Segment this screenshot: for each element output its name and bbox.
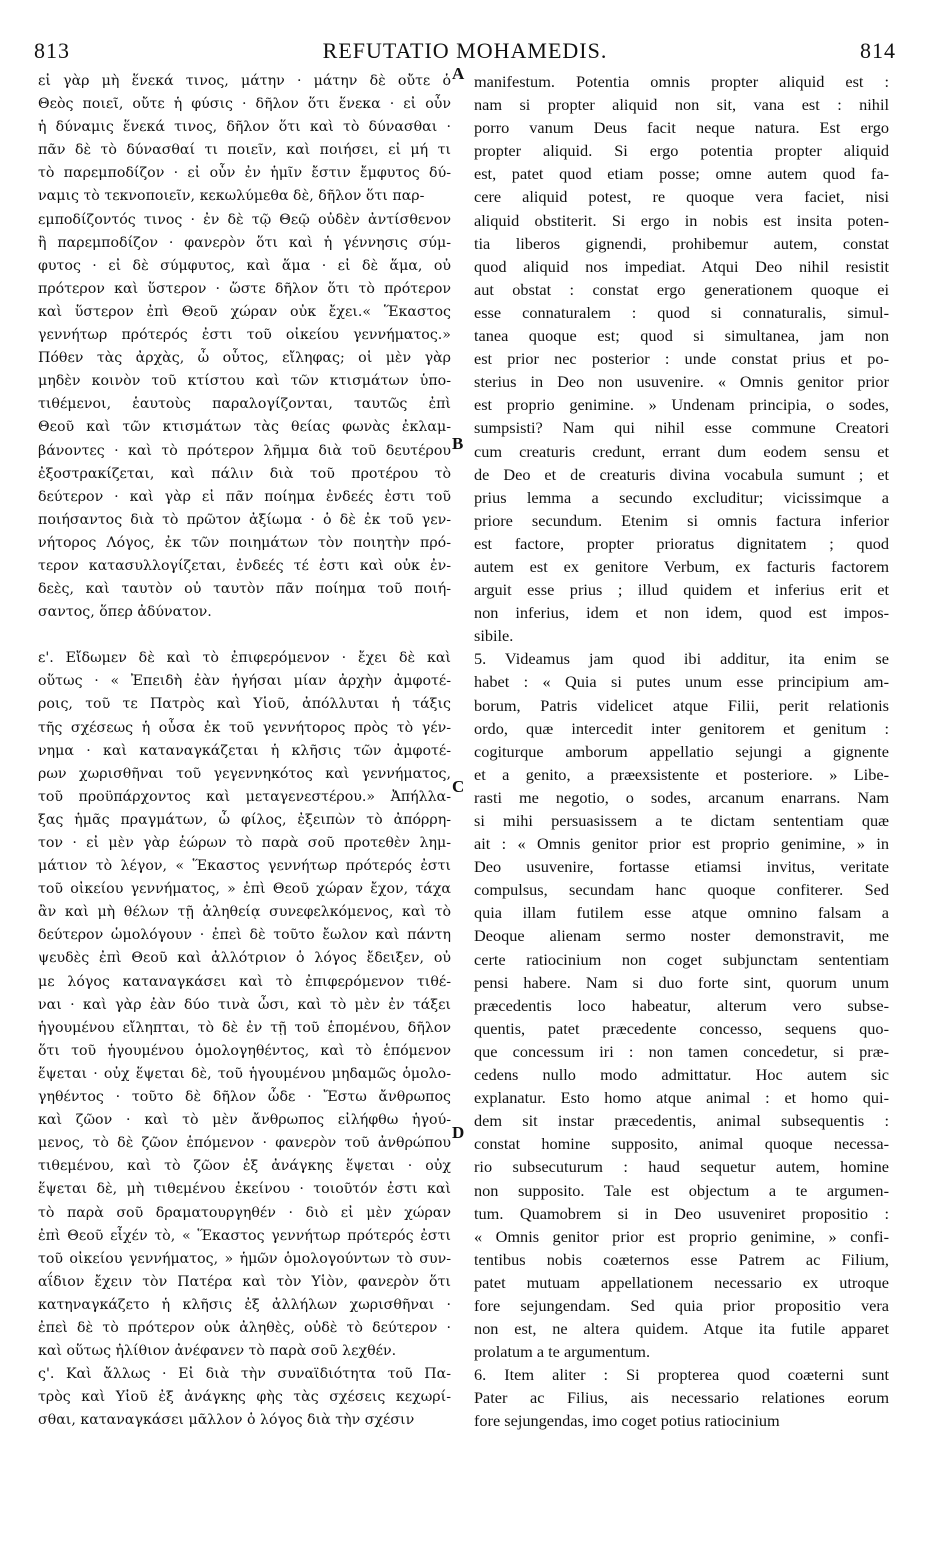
latin-text-line: nam si propter aliquid non sit, vana est : nihil <box>474 95 889 115</box>
section-marker-b: B <box>452 434 464 453</box>
greek-text-line: ἕψεται · οὐχ ἕψεται δὲ, τοῦ ἡγουμένου μηδαμῶς ὁμολο- <box>38 1065 451 1082</box>
latin-text-line: manifestum. Potentia omnis propter aliquid est : <box>474 72 889 91</box>
latin-text-line: que concessum iri : non tamen concedetur, si præ- <box>474 1041 889 1061</box>
latin-text-line: tia liberos gignendi, prohibemur autem, constat <box>474 233 889 253</box>
greek-text-line: καὶ ὕστερον ἐπὶ Θεοῦ χώραν οὐκ ἔχει.« Ἕκαστος <box>38 303 451 320</box>
latin-text-line: pensi habere. Nam si duo forte sint, quorum unum <box>474 972 889 992</box>
greek-text-line: οὕτως · « Ἐπειδὴ ἐὰν ἡγήσαι μίαν ἀρχὴν ἀμφοτέ- <box>38 673 451 690</box>
greek-text-line: ἐπεὶ δὲ τὸ πρότερον οὐκ ἀληθὲς, οὐδὲ τὸ δεύτερον · <box>38 1319 451 1336</box>
greek-column <box>38 70 451 1432</box>
greek-text-line: δεύτερον ὡμολόγουν · ἐπεὶ δὲ τοῦτο ἔωλον καὶ πάντη <box>38 927 451 944</box>
latin-text-line: Pater ac Filius, ais necessario relationes eorum <box>474 1388 889 1408</box>
latin-text-line: rasti me negotio, o sodes, arcanum enarrans. Nam <box>474 787 889 807</box>
latin-text-line: quod aliquid nos impediat. Atqui Deo nihil resistit <box>474 256 889 276</box>
latin-text-line: certe ratiocinium non coget subjunctam sententiam <box>474 949 889 969</box>
greek-text-line: τῆς σχέσεως ἡ οὖσα ἐκ τοῦ γεννήτορος πρὸς τὸ γέν- <box>38 719 451 736</box>
latin-text-line: et a genito, a præexsistente et posteriore. » Libe- <box>474 764 889 784</box>
greek-text-line: τον · εἰ μὲν γὰρ ἑώρων τὸ παρὰ σοῦ προτεθὲν λημ- <box>38 835 451 851</box>
latin-text-line: cum creaturis credunt, errant dum eodem sensu et <box>474 441 889 461</box>
latin-text-line: priore secundum. Etenim si omnis factura inferior <box>474 510 889 530</box>
latin-text-line: Deo usuvenire, fortasse etiamsi invitus, veritate <box>474 857 889 877</box>
latin-text-line: rio subsecuturum : haud sequetur autem, homine <box>474 1157 889 1177</box>
greek-text-line: γεννήτωρ πρότερός ἐστι τοῦ οἰκείου γεννήματος.» <box>38 327 451 344</box>
greek-text-line: τερον κατασυλλογίζεται, ἐνδεές τέ ἐστι καὶ οὐκ ἐν- <box>38 557 451 574</box>
latin-text-line: cogiturque amborum appellatio sejungi a gignente <box>474 741 889 761</box>
greek-text-line: μενος, τὸ δὲ ζῶον ἑπόμενον · φανερὸν τοῦ ἀνθρώπου <box>38 1135 451 1152</box>
latin-text-line: « Omnis genitor prior est proprio genimine, » confi- <box>474 1226 889 1246</box>
greek-text-gap <box>38 624 451 647</box>
greek-text-line: με λόγος καταναγκάσει καὶ τὸ ἐπιφερόμενον τιθέ- <box>38 973 451 990</box>
latin-text-line: non est, ne altera quidem. Atque ita futile apparet <box>474 1319 889 1339</box>
greek-text-line: ψευδὲς ἐπὶ Θεοῦ καὶ ἀλλότριον ὁ λόγος ἔδειξεν, οὐ <box>38 950 451 967</box>
greek-text-line: γηθέντος · τοῦτο δὲ δῆλον ὧδε · Ἔστω ἄνθρωπος <box>38 1089 451 1106</box>
greek-text-line: ὅτι τοῦ ἡγουμένου ὁμολογηθέντος, καὶ τὸ ἑπόμενον <box>38 1042 451 1059</box>
latin-text-line: tanea quoque est; quod si simultanea, jam non <box>474 326 889 346</box>
greek-text-line: τὸ παρὰ σοῦ δραματουργηθέν · διὸ εἰ μὲν χώραν <box>38 1204 451 1221</box>
greek-text-line: ἕψεται δὲ, μὴ τιθεμένου ἐκείνου · τοιοῦτόν ἐστι καὶ <box>38 1181 451 1198</box>
latin-text-line: tum. Quamobrem si in Deo usuveniret propositio : <box>474 1203 889 1223</box>
greek-text-line: αΐδιον ἔχειν τὸν Πατέρα καὶ τὸν Υἱὸν, φανερὸν ὅτι <box>38 1273 451 1290</box>
latin-text-line: porro vanum Deus facit neque natura. Est ergo <box>474 118 889 138</box>
latin-text-line: non inferius, idem et non idem, quod est impos- <box>474 603 889 623</box>
latin-text-line: ordo, quæ intercedit inter genitorem et genitum : <box>474 718 889 738</box>
latin-text-line: prolatum a te argumentum. <box>474 1342 651 1362</box>
latin-text-line: quentis, patet præcedente concesso, sequens quo- <box>474 1018 889 1038</box>
greek-text-line: μάτιον τὸ λέγον, « Ἕκαστος γεννήτωρ πρότερός ἐστι <box>38 858 451 875</box>
latin-text-line: arguit esse prius ; illud quidem et inferius erit et <box>474 580 889 600</box>
page-header <box>34 38 896 68</box>
greek-text-line: τρὸς καὶ Υἱοῦ ἐξ ἀνάγκης φὴς τὰς σχέσεις κεχωρί- <box>38 1389 451 1406</box>
latin-text-line: est proprio genimine. » Undenam principia, o sodes, <box>474 395 889 415</box>
greek-text-line: τὸ παρεμποδίζον · εἰ οὖν ἐν ἡμῖν ἔστιν ἔμφυτος δύ- <box>38 165 451 182</box>
latin-text-line: constat homine supposito, animal quoque necessa- <box>474 1134 889 1154</box>
greek-text-line: νήτορος Λόγος, ἐκ τῶν ποιημάτων τὸν ποιητὴν πρό- <box>38 534 451 551</box>
latin-text-line: est prior nec posterior : unde constat prius et po- <box>474 349 889 369</box>
greek-text-line: σαντος, ὅπερ ἀδύνατον. <box>38 604 212 621</box>
latin-text-line: de Deo et de creaturis divina vocabula sumunt ; et <box>474 464 889 484</box>
latin-text-line: sumpsisti? Nam qui nihil esse commune Creatori <box>474 418 889 438</box>
page-number-right: 814 <box>860 38 896 63</box>
greek-text-line: Θεὸς ποιεῖ, οὔτε ἡ φύσις · δῆλον ὅτι ἕνεκα · εἰ οὖν <box>38 96 451 113</box>
greek-text-line: πρότερον καὶ ὕστερον · ὥστε δῆλον ὅτι τὸ πρότερον <box>38 280 451 297</box>
greek-text-line: εἰ γὰρ μὴ ἕνεκά τινος, μάτην · μάτην δὲ οὔτε ὁ <box>38 73 451 89</box>
latin-text-line: habet : « Quia si putes unum esse principium am- <box>474 672 889 692</box>
latin-text-line: autem est ex genitore Verbum, ex facturis factorem <box>474 556 889 576</box>
latin-text-line: dem sit instar præcedentis, animal subsequentis : <box>474 1111 889 1131</box>
greek-text-line: καὶ οὕτως ἠλίθιον ἀνέφανεν τὸ παρὰ σοῦ λεχθέν. <box>38 1343 397 1360</box>
greek-text-line: ναμις τὸ τεκνοποιεῖν, κεκωλύμεθα δὲ, δῆλον ὅτι παρ- <box>38 188 425 205</box>
greek-text-line: καὶ ζῶον · καὶ τὸ μὲν ἄνθρωπος εἰλήφθω ἡγού- <box>38 1112 451 1129</box>
page-number-left: 813 <box>34 38 70 63</box>
latin-text-line: propter aliquid. Si ergo potentia propter aliquid <box>474 141 889 161</box>
latin-text-line: non supposito. Tale est objectum a te argumen- <box>474 1180 889 1200</box>
latin-text-line: est, patet quod etiam posse; omne autem quod fa- <box>474 164 889 184</box>
latin-text-line: cere aliquid potest, re quoque vera faciet, nisi <box>474 187 889 207</box>
latin-text-line: explanatur. Esto homo atque animal : et homo qui- <box>474 1088 889 1108</box>
greek-text-line: δεύτερον · καὶ γὰρ εἰ πᾶν ποίημα ἐνδεές ἐστι τοῦ <box>38 488 451 505</box>
greek-text-line: ἢ παρεμποδίζον · φανερὸν ὅτι καὶ ἡ γέννησις σύμ- <box>38 234 451 251</box>
greek-text-line: Πόθεν τὰς ἀρχὰς, ὦ οὗτος, εἴληφας; οἱ μὲν γὰρ <box>38 350 451 367</box>
greek-text-line: ἐπὶ Θεοῦ εἶχέν τὸ, « Ἕκαστος γεννήτωρ πρότερός ἐστι <box>38 1227 451 1244</box>
greek-text-line: ς'. Καὶ ἄλλως · Εἰ διὰ τὴν συναϊδιότητα τοῦ Πα- <box>38 1366 451 1383</box>
latin-text-line: præcedentis loco habeatur, alterum vero subse- <box>474 995 889 1015</box>
latin-text-line: compulsus, secundam hanc quoque confiterer. Sed <box>474 880 889 900</box>
greek-text-line: ε'. Εἴδωμεν δὲ καὶ τὸ ἐπιφερόμενον · ἔχει δὲ καὶ <box>38 650 451 667</box>
greek-text-line: τιθέμενοι, ἑαυτοὺς παραλογίζονται, ταυτῶς ἐπὶ <box>38 396 451 413</box>
latin-text-line: sterius in Deo non usuvenire. « Omnis genitor prior <box>474 372 889 392</box>
greek-text-line: ἐξοστρακίζεται, καὶ πάλιν διὰ τοῦ προτέρου τὸ <box>38 465 451 482</box>
latin-text-line: 5. Videamus jam quod ibi additur, ita enim se <box>474 649 889 669</box>
latin-text-line: fore sejungendam. Sed quia prior propositio vera <box>474 1295 889 1315</box>
greek-text-line: μηδὲν κοινὸν τοῦ κτίστου καὶ τῶν κτισμάτων ὑπο- <box>38 373 451 390</box>
latin-text-line: sibile. <box>474 626 514 646</box>
section-marker-d: D <box>452 1123 465 1142</box>
greek-text-line: σθαι, καταναγκάσει μᾶλλον ὁ λόγος διὰ τὴν σχέσιν <box>38 1412 415 1429</box>
latin-text-line: cedens nullo modo admittatur. Hoc autem sic <box>474 1065 889 1085</box>
greek-text-line: τοῦ οἰκείου γεννήματος, » ἐπὶ Θεοῦ χώραν ἔχον, τάχα <box>38 881 451 898</box>
greek-text-line: ποιήσαντος διὰ τὸ πρῶτον ἀξίωμα · ὁ δὲ ἐκ τοῦ γεν- <box>38 511 451 528</box>
greek-text-line: κατηναγκάζετο ἡ κλῆσις ἐξ ἀλλήλων χωρισθῆναι · <box>38 1296 451 1313</box>
section-marker-c: C <box>452 777 465 796</box>
greek-text-line: νημα · καὶ καταναγκάζεται ἡ κλῆσις τῶν ἀμφοτέ- <box>38 742 451 759</box>
latin-text-line: Deoque alienam sermo noster demonstravit, me <box>474 926 889 946</box>
latin-text-line: aut obstat : constat ergo generationem quoque ei <box>474 279 889 299</box>
latin-text-line: est factore, propter prioratus dignitatem ; quod <box>474 533 889 553</box>
greek-text-line: ξας ἡμᾶς πραγμάτων, ὦ φίλος, ἐξειπὼν τὸ ἀπόρρη- <box>38 811 451 828</box>
latin-text-line: fore sejungendas, imo coget potius ratiocinium <box>474 1411 780 1431</box>
greek-text-line: ἡ δύναμις ἕνεκά τινος, δῆλον ὅτι καὶ τὸ δύνασθαι · <box>38 119 451 136</box>
latin-text-line: borum, Patris videlicet atque Filii, perit relationis <box>474 695 889 715</box>
greek-text-line: ἡγουμένου εἴληπται, τὸ δὲ ἐν τῇ τοῦ ἑπομένου, δῆλον <box>38 1019 451 1036</box>
latin-text-line: aliquid obstiterit. Si ergo in nobis est insita poten- <box>474 210 889 230</box>
greek-text-line: ναι · καὶ γὰρ ἐὰν δύο τινὰ ὦσι, καὶ τὸ μὲν ἐν τάξει <box>38 996 451 1013</box>
greek-text-line: τιθεμένου, καὶ τὸ ζῶον ἐξ ἀνάγκης ἕψεται · οὐχ <box>38 1158 451 1175</box>
latin-text-line: si mihi persuasissem a te dictam sententiam quæ <box>474 811 889 830</box>
greek-text-line: πᾶν δὲ τὸ δύνασθαί τι ποιεῖν, καὶ ποιήσει, εἰ μή τι <box>38 142 451 159</box>
latin-text-line: esse connaturalem : quod si connaturalis, simul- <box>474 302 889 322</box>
greek-text-line: δεὲς, καὶ ταυτὸν οὐ ταυτὸν πᾶν ποίημα τοῦ ποιή- <box>38 581 451 598</box>
greek-text-line: ροις, τοῦ τε Πατρὸς καὶ Υἱοῦ, ἀπόλλυται ἡ τάξις <box>38 696 451 713</box>
greek-text-line: ἂν καὶ μὴ θέλων τῇ ἀληθείᾳ συνεφελκόμενος, καὶ τὸ <box>38 904 451 921</box>
greek-text-line: Θεοῦ καὶ τῶν κτισμάτων τὰς θείας φωνὰς ἐκλαμ- <box>38 419 451 436</box>
latin-column <box>474 70 889 1433</box>
greek-text-line: φυτος · εἰ δὲ σύμφυτος, καὶ ἅμα · εἰ δὲ ἅμα, οὐ <box>38 257 451 274</box>
greek-text-line: βάνοντες · καὶ τὸ πρότερον λῆμμα διὰ τοῦ δευτέρου <box>38 442 451 459</box>
greek-text-line: ρων χωρισθῆναι τοῦ γεγεννηκότος καὶ γεννήματος, <box>38 765 451 782</box>
greek-text-line: εμποδίζοντός τινος · ἐν δὲ τῷ Θεῷ οὐδὲν ἀντίσθενον <box>38 211 451 228</box>
latin-text-line: tentibus nobis coæternos esse Patrem ac Filium, <box>474 1249 889 1269</box>
greek-text-line: τοῦ οἰκείου γεννήματος, » ἡμῶν ὁμολογούντων τὸ συν- <box>38 1250 451 1267</box>
running-title: REFUTATIO MOHAMEDIS. <box>322 38 608 63</box>
greek-text-line: τοῦ προϋπάρχοντος καὶ μεταγενεστέρου.» Ἀπήλλα- <box>38 788 451 805</box>
latin-text-line: quia illam futilem esse atque omnino falsam a <box>474 903 889 923</box>
latin-text-line: 6. Item aliter : Si propterea quod coæterni sunt <box>474 1365 889 1385</box>
latin-text-line: prius lemma a secundo excluditur; vicissimque a <box>474 487 889 507</box>
section-marker-a: A <box>452 64 465 83</box>
latin-text-line: ait : « Omnis genitor prior est proprio genimine, » in <box>474 834 889 854</box>
latin-text-line: patet mutuam appellationem necessario ex utroque <box>474 1272 889 1292</box>
